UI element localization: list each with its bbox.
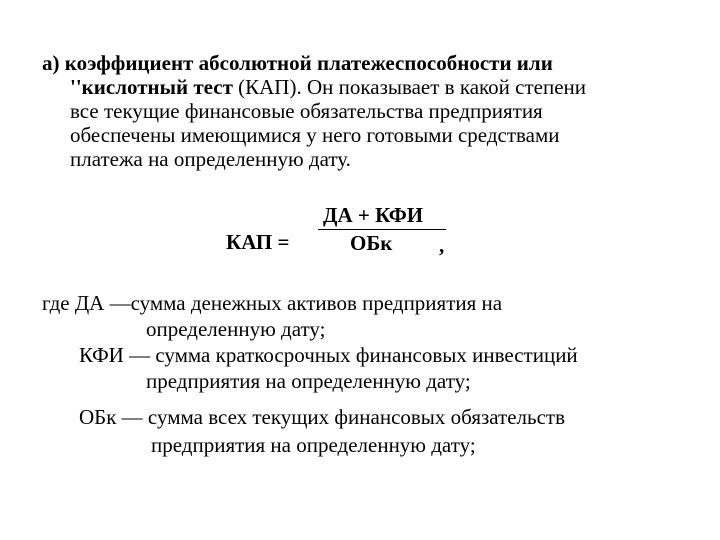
definition-term: ''кислотный тест [70, 75, 233, 99]
definition-line-2 [70, 75, 586, 99]
legend-da-line-2: определенную дату; [146, 317, 326, 341]
legend-obk-line-2: предприятия на определенную дату; [151, 433, 476, 457]
formula-lhs: КАП = [226, 230, 290, 254]
legend-da-line-1: где ДА —сумма денежных активов предприятия на [42, 291, 503, 315]
definition-line-3: все текущие финансовые обязательства предприятия [70, 99, 543, 123]
legend-kfi-line-2: предприятия на определенную дату; [146, 369, 471, 393]
definition-line-4: обеспечены имеющимися у него готовыми средствами [70, 123, 560, 147]
formula-trailing-comma: , [439, 233, 445, 257]
formula-denominator: ОБк [350, 231, 393, 255]
fraction-bar [318, 229, 446, 230]
legend-kfi-line-1: КФИ — сумма краткосрочных финансовых инвестиций [79, 343, 578, 367]
definition-line-5: платежа на определенную дату. [70, 147, 351, 171]
definition-line-2-rest: (КАП). Он показывает в какой степени [232, 75, 587, 99]
legend-obk-line-1: ОБк — сумма всех текущих финансовых обязательств [79, 405, 566, 429]
definition-line-1: а) коэффициент абсолютной платежеспособности или [42, 51, 553, 75]
formula-numerator: ДА + КФИ [323, 203, 424, 227]
